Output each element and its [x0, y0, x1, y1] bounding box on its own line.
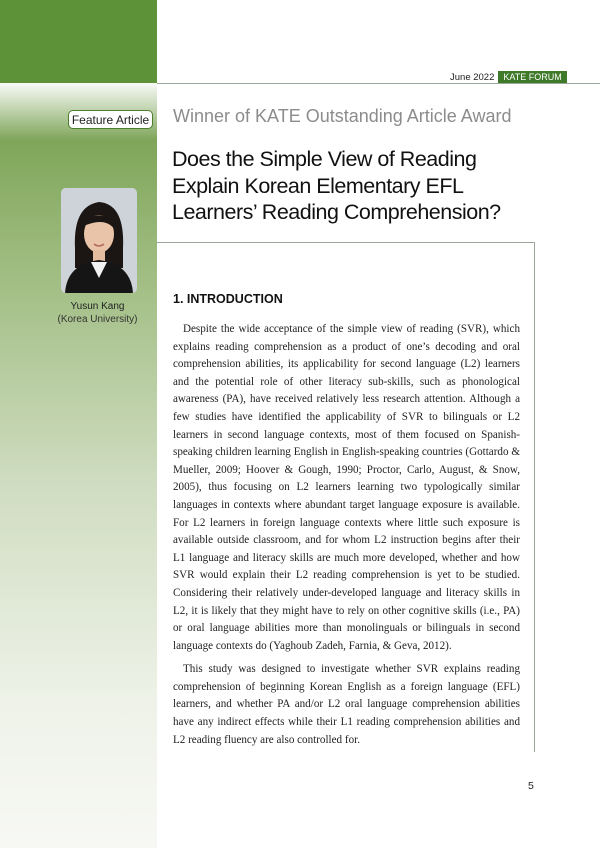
issue-date: June 2022: [450, 71, 495, 83]
kate-forum-badge: KATE FORUM: [498, 71, 566, 83]
page-number: 5: [528, 780, 534, 792]
author-photo: [61, 188, 137, 293]
section-heading: 1. INTRODUCTION: [173, 292, 283, 306]
top-rule: [157, 83, 600, 84]
author-name: Yusun Kang: [70, 301, 125, 312]
issue-header: [450, 71, 567, 83]
title-rule: [157, 242, 535, 243]
feature-article-tag: Feature Article: [68, 110, 153, 129]
article-body: [173, 321, 520, 755]
body-paragraph: This study was designed to investigate whether SVR explains reading comprehension of beginning Korean English as a foreign language (EFL) learners, and whether PA and/or L2 oral language comprehension abilities have any indirect effects while their L1 reading comprehension abilities and L2 reading fluency are also controlled for.: [173, 663, 520, 746]
top-green-block: [0, 0, 157, 83]
right-vertical-rule: [534, 242, 535, 752]
author-affiliation: (Korea University): [57, 314, 138, 325]
author-portrait-image: [61, 188, 137, 293]
body-paragraph: Despite the wide acceptance of the simple view of reading (SVR), which explains reading comprehension as a product of one’s decoding and oral comprehension abilities, its applicability for second language (L2) learners and the potential role of other literacy sub-skills, such as phonological awareness (PA), have received relatively less research attention. Although a few studies have identified the applicability of SVR to bilinguals or L2 learners in second language contexts, most of them focused on Spanish-speaking children learning English in English-speaking countries (Gottardo & Mueller, 2009; Hoover & Gough, 1990; Proctor, Carlo, August, & Snow, 2005), thus focusing on L2 learners learning two typologically similar languages in contexts where abundant target language exposure is available. For L2 learners in foreign language contexts where little such exposure is available outside classroom, and for whom L2 instruction begins after their L1 language and literacy skills are much more developed, whether and how SVR would explain their L2 reading comprehension is yet to be studied. Considering their relatively under-developed language and literacy skills in L2, it is likely that they might have to rely on other cognitive skills (i.e., PA) or oral language abilities more than monolinguals or bilinguals in second language contexts do (Yaghoub Zadeh, Farnia, & Geva, 2012).: [173, 323, 520, 652]
award-line: Winner of KATE Outstanding Article Award: [173, 106, 512, 126]
article-title: Does the Simple View of Reading Explain Korean Elementary EFL Learners’ Reading Comprehension?: [172, 147, 501, 224]
